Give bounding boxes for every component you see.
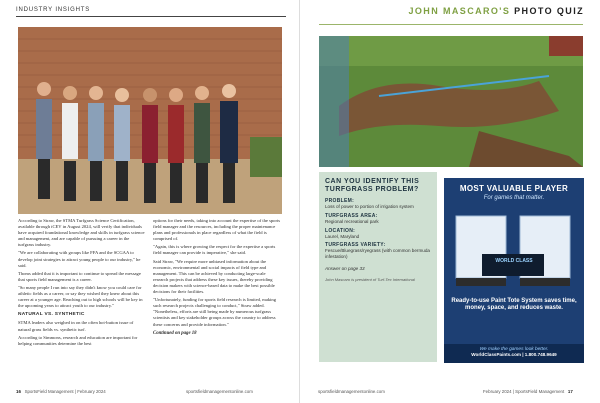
left-footer [16,389,106,394]
paragraph: Thoms added that it is important to continue to spread the message that sports field management is a career. [18,270,141,282]
quiz-title-main: PHOTO QUIZ [514,6,584,16]
footer-magazine: February 2024 | SportsField Management [483,389,565,394]
problem-label: PROBLEM: [325,198,355,204]
page-number: 17 [567,389,573,394]
paragraph: options for their needs, taking into account the expertise of the sports field manager and the resources, including the proper maintenance plans and professionals in place regardless of what the field is comprised of. [153,218,281,242]
location-label: LOCATION: [325,227,356,234]
paragraph: "Again, this is where growing the respect for the expertise a sports field manager can provide is imperative," she said. [153,244,276,256]
variety-value: Fescue/Bluegrass/ryegrass (with common bermuda infestation) [325,248,430,260]
right-page [300,0,600,403]
quiz-title-author: JOHN MASCARO'S [408,6,511,16]
article-column-1 [18,218,146,349]
ad-headline: MOST VALUABLE PLAYER [459,184,569,193]
section-label: INDUSTRY INSIGHTS [16,7,91,13]
header-rule [16,16,286,17]
ad-tagline: We make the games look better. [479,347,549,352]
quiz-question: CAN YOU IDENTIFY THIS TURFGRASS PROBLEM? [325,178,420,193]
group-photo [18,27,282,214]
quiz-title [409,6,585,16]
problem-value: Loss of power to portion of irrigation system [325,204,414,209]
author-credit: John Mascaro is president of Turf-Tec International [325,276,415,282]
paragraph: "We are collaborating with groups like FFA and the SCGAA to develop joint strategies to attract young people to our industry," he said. [18,250,141,268]
ad-subhead: For games that matter. [483,195,545,201]
footer-url[interactable]: sportsfieldmanagementonline.com [318,389,385,394]
location-value: Laurel, Maryland [325,233,360,239]
paragraph: "So many people I run into say they didn't know you could care for athletic fields as a career, or say they wished they knew about this career at a younger age. Reaching out to high schools will be key in the upcoming years to attract youth to our industry." [18,284,143,309]
footer-url[interactable]: sportsfieldmanagementonline.com [186,389,253,394]
variety-label: TURFGRASS VARIETY: [325,242,386,249]
footer-magazine: SportsField Management | February 2024 [24,389,106,394]
paragraph: "Unfortunately, funding for sports field research is limited, making such research projects challenging to conduct," Straw added. "Nonetheless, efforts are still being made by numerous turfgrass scientists and key stakeholder groups across the country to address these concerns and provide information." [153,297,277,327]
paint-tote-image [452,206,576,296]
right-footer [483,389,573,394]
ad-brand-logo: WORLD CLASS [495,258,533,264]
paragraph: Said Straw, "We require more unbiased information about the economic, environmental and social impacts of field type and management. This can be achieved by conducting large-scale research projects that address these key issues, thereby providing decision makers with science-based data to make the best possible decisions for their facilities. [153,258,275,295]
quiz-photo [319,36,583,167]
ad-contact[interactable]: WorldClassPaints.com | 1.800.748.9649 [471,352,557,357]
answer-reference[interactable]: Answer on page 33 [325,265,365,271]
area-label: TURFGRASS AREA: [325,212,378,219]
paragraph: STMA leaders also weighed in on the often hot-button issue of natural grass fields vs. synthetic turf. [18,320,134,332]
continued-link[interactable]: Continued on page 18 [153,330,197,336]
area-value: Regional recreational park [325,218,379,224]
paragraph: According to Straw, the STMA Turfgrass Science Certification, available through iCEV in August 2024, will verify that individuals have acquired foundational knowledge and skills in turfgrass science and management, and are capable of pursuing a career in the turfgrass industry. [18,218,145,248]
advertisement[interactable] [444,178,584,363]
article-column-2 [153,218,282,337]
header-rule [319,24,583,25]
page-number: 16 [16,389,21,394]
ad-strip [444,344,584,363]
paragraph: According to Simmons, research and education are important for helping communities determine the best [18,334,138,346]
quiz-info-box [319,172,437,362]
section-heading: NATURAL VS. SYNTHETIC [18,312,85,318]
ad-body: Ready-to-use Paint Tote System saves time, money, space, and reduces waste. [451,298,577,312]
